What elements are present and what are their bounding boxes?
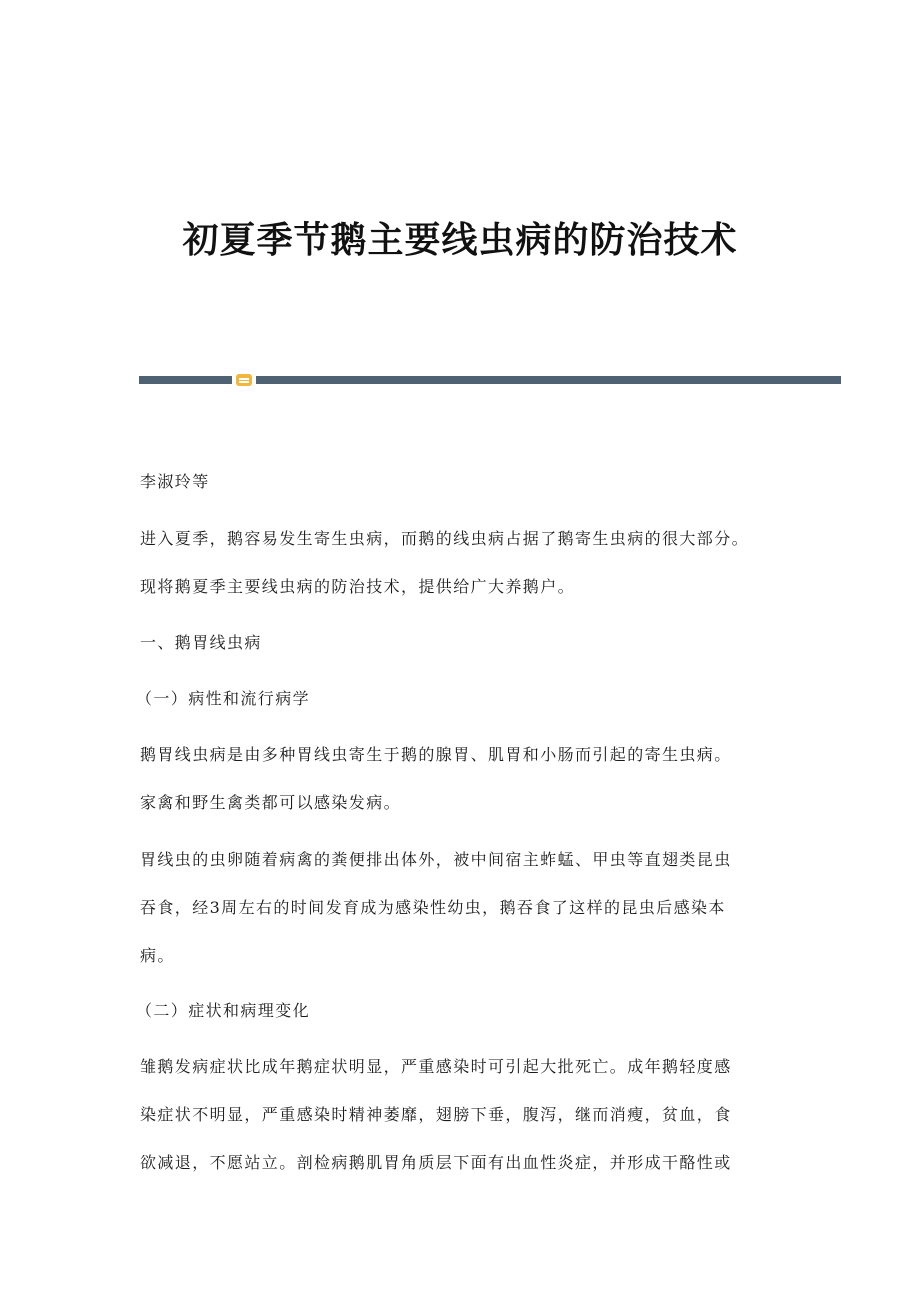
section-heading-text: 一、鹅胃线虫病 (140, 633, 262, 652)
subsection-heading-2-text: （二）症状和病理变化 (136, 1001, 311, 1020)
author-line (140, 467, 800, 497)
paragraph-1-line-2: 家禽和野生禽类都可以感染发病。 (140, 793, 402, 812)
paragraph-3-line-2: 染症状不明显，严重感染时精神萎靡，翅膀下垂，腹泻，继而消瘦，贫血，食 (140, 1105, 732, 1124)
paragraph-3-line-3: 欲减退，不愿站立。剖检病鹅肌胃角质层下面有出血性炎症，并形成干酪性或 (140, 1153, 732, 1172)
title-divider (139, 373, 841, 387)
paragraph-2-line-3: 病。 (140, 946, 175, 965)
intro-paragraph (140, 524, 800, 602)
subsection-heading-text: （一）病性和流行病学 (136, 689, 311, 708)
paragraph-2-line-2: 吞食，经3周左右的时间发育成为感染性幼虫，鹅吞食了这样的昆虫后感染本 (140, 898, 726, 917)
paragraph-1 (140, 740, 800, 818)
paragraph-2-line-1: 胃线虫的虫卵随着病禽的粪便排出体外，被中间宿主蚱蜢、甲虫等直翅类昆虫 (140, 850, 732, 869)
subsection-heading-2 (136, 996, 796, 1026)
document-title: 初夏季节鹅主要线虫病的防治技术 (182, 219, 738, 261)
divider-ornament-icon (236, 373, 252, 387)
section-heading-1 (140, 628, 800, 658)
paragraph-3-line-1: 雏鹅发病症状比成年鹅症状明显，严重感染时可引起大批死亡。成年鹅轻度感 (140, 1057, 732, 1076)
intro-line-1: 进入夏季，鹅容易发生寄生虫病，而鹅的线虫病占据了鹅寄生虫病的很大部分。 (140, 529, 750, 548)
intro-line-2: 现将鹅夏季主要线虫病的防治技术，提供给广大养鹅户。 (140, 577, 576, 596)
paragraph-3 (140, 1052, 800, 1178)
subsection-heading-1 (136, 684, 796, 714)
divider-bar-right (256, 376, 841, 384)
paragraph-1-line-1: 鹅胃线虫病是由多种胃线虫寄生于鹅的腺胃、肌胃和小肠而引起的寄生虫病。 (140, 745, 732, 764)
divider-bar-left (139, 376, 232, 384)
paragraph-2 (140, 845, 800, 971)
author-text: 李淑玲等 (140, 472, 210, 491)
